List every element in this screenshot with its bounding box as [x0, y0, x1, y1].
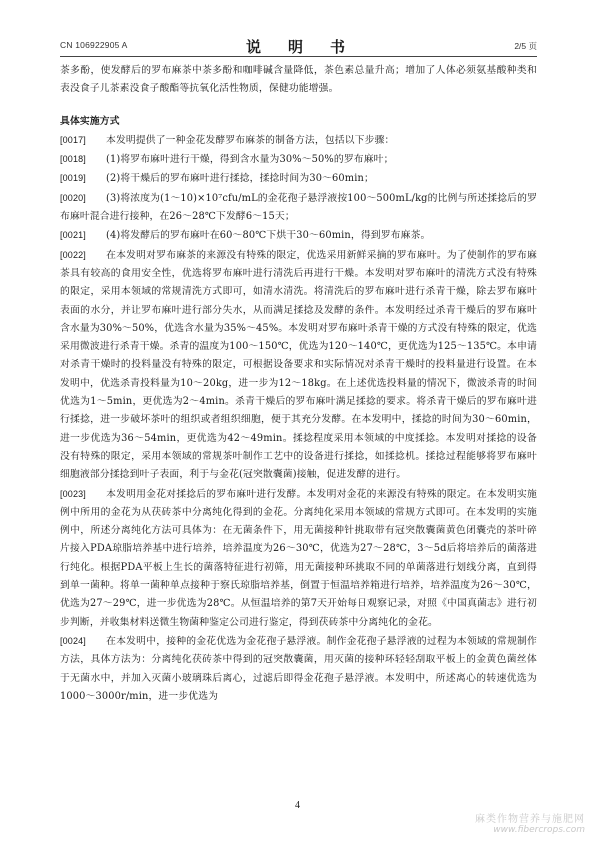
paragraph-number: [0022] [60, 249, 86, 260]
paragraph [60, 150, 537, 169]
header-rule [60, 56, 537, 57]
patent-number: CN 106922905 A [60, 40, 128, 50]
paragraph-text: 本发明提供了一种金花发酵罗布麻茶的制备方法，包括以下步骤： [106, 134, 395, 146]
paragraph-number: [0020] [60, 192, 86, 203]
watermark [475, 814, 585, 836]
paragraph-text: (1)将罗布麻叶进行干燥，得到含水量为30%～50%的罗布麻叶； [106, 154, 394, 166]
paragraph-number: [0021] [60, 230, 86, 241]
paragraph [60, 632, 537, 706]
paragraph-number: [0024] [60, 635, 86, 646]
document-body [60, 62, 537, 706]
paragraph [60, 246, 537, 485]
paragraph [60, 131, 537, 150]
page-header [60, 38, 537, 56]
section-heading: 具体实施方式 [60, 115, 120, 127]
paragraph-number: [0023] [60, 488, 86, 499]
paragraph [60, 189, 537, 227]
watermark-text: 麻类作物营养与施肥网 [475, 814, 585, 825]
paragraph-text: 在本发明对罗布麻茶的来源没有特殊的限定，优选采用新鲜采摘的罗布麻叶。为了使制作的罗布麻茶具有较高的食用安全性，优选将罗布麻叶进行清洗后再进行干燥。本发明对罗布麻叶的清洗方式没有特殊的限定，采用本领域的常规清洗方式即可，如清水清洗。将清洗后的罗布麻叶进行杀青干燥，除去罗布麻叶表面的水分，并让罗布麻叶进行部分失水，从而满足揉捻及发酵的条件。本发明经过杀青干燥后的罗布麻叶含水量为30%～50%，优选含水量为35%～45%。本发明对罗布麻叶杀青干燥的方式没有特殊的限定，优选采用微波进行杀青干燥。杀青的温度为100～150℃，优选为120～140℃，更优选为125～135℃。本申请对杀青干燥时的投料量没有特殊的限定，可根据设备要求和实际情况对杀青干燥时的投料量进行设置。在本发明中，优选杀青投料量为10～20kg，进一步为12～18kg。在上述优选投料量的情况下，微波杀青的时间优选为1～5min，更优选为2～4min。杀青干燥后的罗布麻叶满足揉捻的要求。将杀青干燥后的罗布麻叶进行揉捻，进一步破坏茶叶的组织或者组织细胞，便于其充分发酵。在本发明中，揉捻的时间为30～60min，进一步优选为36～54min，更优选为42～49min。揉捻程度采用本领域的中度揉捻。本发明对揉捻的设备没有特殊的限定，采用本领域的常规茶叶制作工艺中的设备进行揉捻，如揉捻机。揉捻过程能够将罗布麻叶细胞液部分揉捻到叶子表面，利于与金花(冠突散囊菌)接触，促进发酵的进行。 [60, 249, 537, 481]
paragraph [60, 62, 537, 99]
paragraph-text: 在本发明中，接种的金花优选为金花孢子悬浮液。制作金花孢子悬浮液的过程为本领域的常规制作方法，具体方法为：分离纯化茯砖茶中得到的冠突散囊菌，用灭菌的接种环轻轻刮取平板上的金黄色菌丝体于无菌水中，并加入灭菌小玻璃珠后离心，过滤后即得金花孢子悬浮液。本发明中，所述离心的转速优选为1000～3000r/min，进一步优选为 [60, 635, 537, 702]
paragraph-text: (3)将浓度为(1～10)×10⁷cfu/mL的金花孢子悬浮液按100～500mL/kg的比例与所述揉捻后的罗布麻叶混合进行接种，在26～28℃下发酵6～15天； [60, 192, 538, 223]
paragraph [60, 169, 537, 188]
paragraph [60, 226, 537, 245]
watermark-url: www.fibercrops.com [493, 825, 585, 835]
paragraph-text: (2)将干燥后的罗布麻叶进行揉捻，揉捻时间为30～60min； [106, 173, 374, 185]
paragraph-text: 茶多酚，使发酵后的罗布麻茶中茶多酚和咖啡碱含量降低，茶色素总量升高；增加了人体必须氨基酸种类和表没食子儿茶素没食子酸酯等抗氧化活性物质，保健功能增强。 [60, 65, 537, 95]
paragraph-number: [0018] [60, 154, 86, 165]
paragraph-number: [0019] [60, 173, 86, 184]
paragraph-number: [0017] [60, 134, 86, 145]
paragraph-text: 本发明用金花对揉捻后的罗布麻叶进行发酵。本发明对金花的来源没有特殊的限定。在本发明实施例中所用的金花为从茯砖茶中分离纯化得到的金花。分离纯化采用本领域的常规方式即可。在本发明的实施例中，所述分离纯化方法可具体为：在无菌条件下，用无菌接种针挑取带有冠突散囊菌黄色闭囊壳的茶叶碎片接入PDA琼脂培养基中进行培养，培养温度为26～30℃，优选为27～28℃，3～5d后将培养后的菌落进行纯化。根据PDA平板上生长的菌落特征进行初筛，用无菌接种环挑取不同的单菌落进行划线分离，直到得到单一菌种。将单一菌种单点接种于察氏琼脂培养基，倒置于恒温培养箱进行培养，培养温度为26～30℃，优选为27～29℃，进一步优选为28℃。从恒温培养的第7天开始每日观察记录，对照《中国真菌志》进行初步判断，并收集材料送微生物菌种鉴定公司进行鉴定，得到茯砖茶中分离纯化的金花。 [60, 488, 537, 628]
paragraph-text: (4)将发酵后的罗布麻叶在60～80℃下烘干30～60min，得到罗布麻茶。 [106, 230, 431, 242]
paragraph [60, 485, 537, 632]
document-title: 说 明 书 [245, 38, 351, 56]
page-number: 4 [295, 800, 300, 811]
page-indicator: 2/5 页 [514, 41, 537, 51]
